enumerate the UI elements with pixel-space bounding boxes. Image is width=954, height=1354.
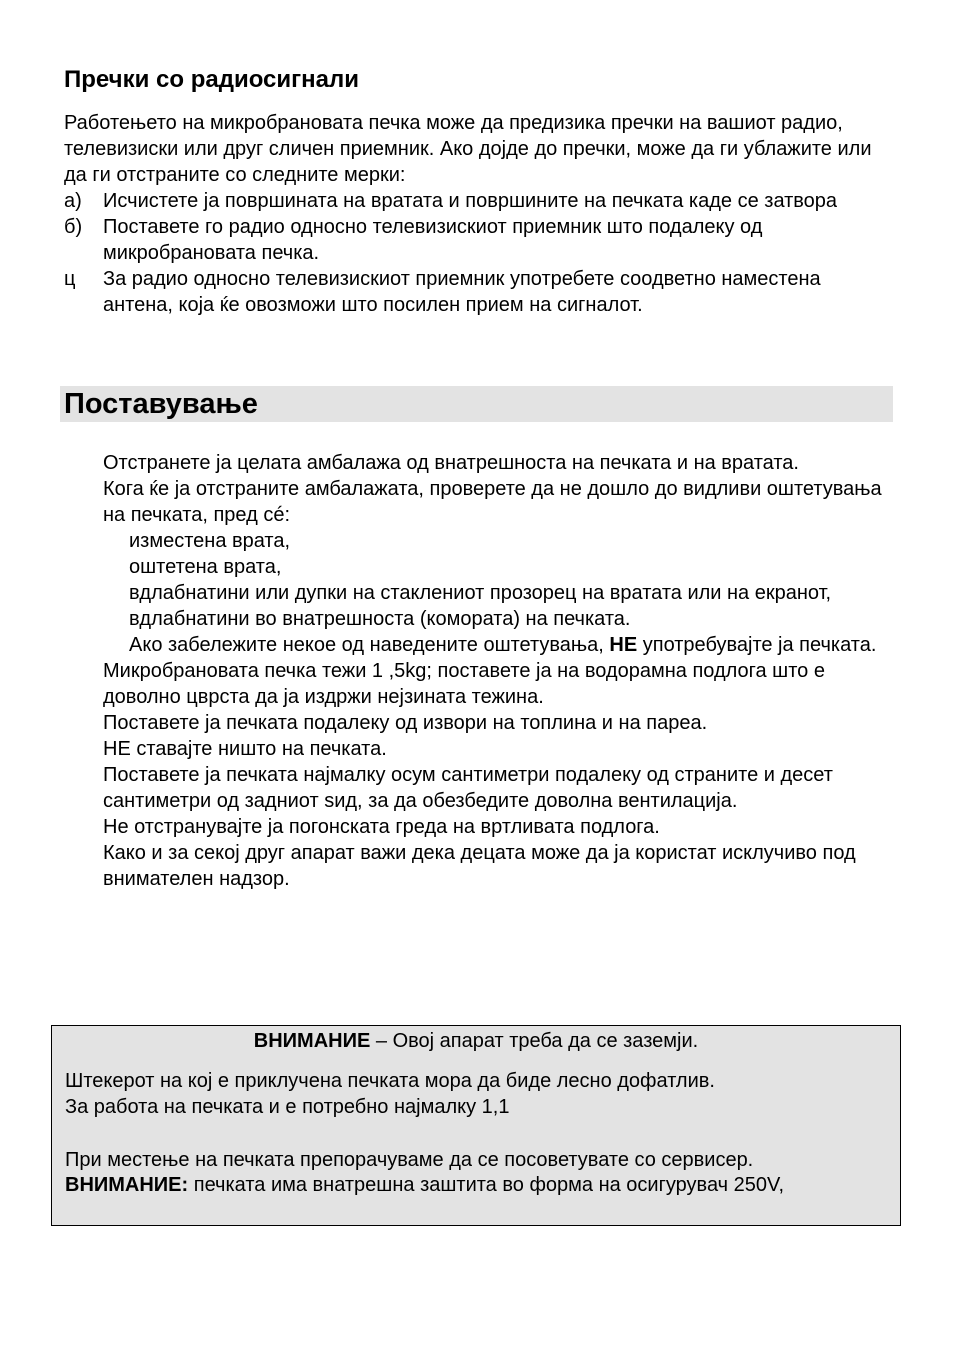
- warning-line-text: печката има внатрешна заштита во форма на осигурувач 250V,: [188, 1174, 785, 1196]
- installation-paragraph: Поставете ја печката подалеку од извори на топлина и на пареа.: [103, 712, 708, 734]
- warning-title-bold: ВНИМАНИЕ: [253, 1030, 371, 1052]
- installation-heading-bar: [60, 386, 893, 422]
- installation-paragraph: Отстранете ја целата амбалажа од внатрешноста на печката и на вратата.: [103, 452, 799, 474]
- installation-paragraph: НЕ ставајте ништо на печката.: [103, 738, 387, 760]
- list-marker: а): [64, 190, 82, 212]
- list-marker: б): [64, 216, 83, 238]
- installation-paragraph: Микробрановата печка тежи 1 ,5kg; поставете ја на водорамна подлога што е доволно цврста да ја издржи нејзината тежина.: [103, 660, 825, 708]
- damage-warning: [103, 632, 883, 658]
- damage-warning-bold: НЕ: [609, 634, 638, 656]
- list-item: [64, 214, 894, 266]
- interference-measures-list: [64, 188, 894, 318]
- warning-title-text: – Овој апарат треба да се заземји.: [370, 1030, 699, 1052]
- warning-line: При местење на печката препорачуваме да се посоветувате со сервисер.: [65, 1149, 754, 1171]
- list-item-text: Поставете го радио односно телевизискиот приемник што подалеку од микробрановата печка.: [103, 216, 763, 264]
- damage-item: оштетена врата,: [129, 556, 282, 578]
- list-item: [64, 266, 894, 318]
- warning-line: Штекерот на кој е приклучена печката мора да биде лесно дофатлив.: [65, 1070, 715, 1092]
- installation-paragraph: Како и за секој друг апарат важи дека децата може да ја користат исклучиво под внимателен надзор.: [103, 842, 856, 890]
- installation-body: [103, 450, 883, 892]
- damage-item: изместена врата,: [129, 530, 291, 552]
- warning-title: [52, 1028, 900, 1054]
- warning-line: [65, 1172, 784, 1198]
- interference-heading: Пречки со радиосигнали: [64, 66, 359, 93]
- warning-line: За работа на печката и е потребно најмалку 1,1: [65, 1096, 510, 1118]
- damage-item: вдлабнатини или дупки на стаклениот прозорец на вратата или на екранот,: [129, 582, 832, 604]
- list-item: [64, 188, 894, 214]
- installation-heading: Поставување: [64, 388, 258, 420]
- damage-warning-text: употребувајте ја печката.: [637, 634, 877, 656]
- installation-paragraph: Не отстранувајте ја погонската греда на вртливата подлога.: [103, 816, 660, 838]
- damage-warning-text: Ако забележите некое од наведените оштетувања,: [129, 634, 610, 656]
- installation-paragraph: Поставете ја печката најмалку осум сантиметри подалеку од страните и десет сантиметри од задниот ѕид, за да обезбедите доволна вентилација.: [103, 764, 833, 812]
- warning-box: [51, 1025, 901, 1226]
- list-marker: ц: [64, 268, 76, 290]
- interference-intro: Работењето на микробрановата печка може да предизика пречки на вашиот радио, телевизиски или друг сличен приемник. Ако дојде до пречки, може да ги ублажите или да ги отстраните со следните мерки:: [64, 112, 872, 186]
- list-item-text: Исчистете ја површината на вратата и површините на печката каде се затвора: [103, 190, 838, 212]
- damage-item: вдлабнатини во внатрешноста (комората) на печката.: [129, 608, 631, 630]
- warning-line-bold: ВНИМАНИЕ:: [65, 1174, 189, 1196]
- installation-paragraph: Кога ќе ја отстраните амбалажата, проверете да не дошло до видливи оштетувања на печката, пред сé:: [103, 478, 882, 526]
- list-item-text: За радио односно телевизискиот приемник употребете соодветно наместена антена, која ќе овозможи што посилен прием на сигналот.: [103, 268, 821, 316]
